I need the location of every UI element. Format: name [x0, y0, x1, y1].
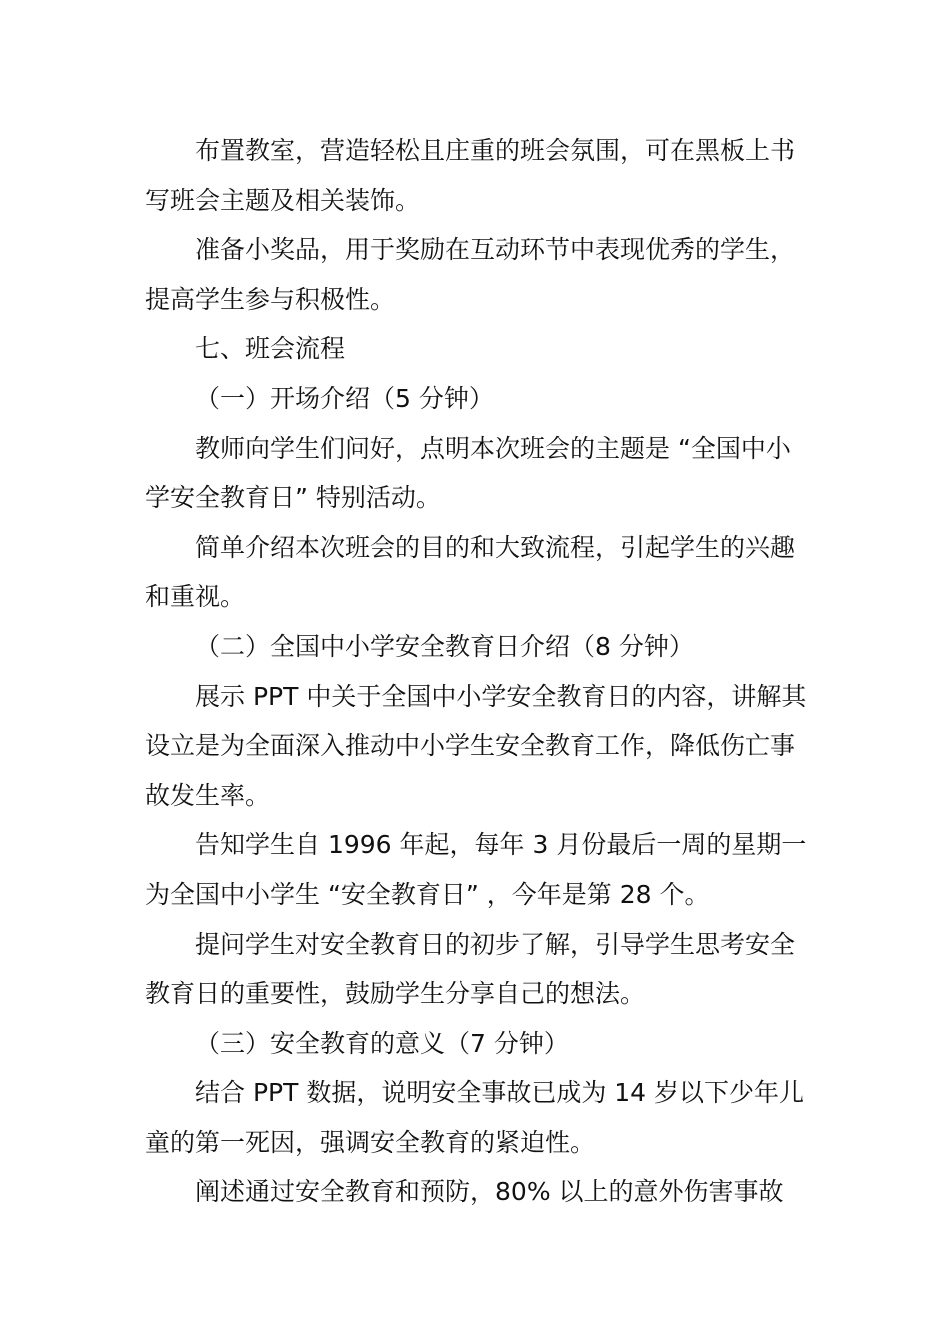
para-ppt-data: 结合 PPT 数据，说明安全事故已成为 14 岁以下少年儿童的第一死因，强调安全教育的紧迫性。 [145, 1078, 805, 1157]
para-show-ppt: 展示 PPT 中关于全国中小学安全教育日的内容，讲解其设立是为全面深入推动中小学生安全教育工作，降低伤亡事故发生率。 [145, 681, 807, 810]
para-decorate-classroom: 布置教室，营造轻松且庄重的班会氛围，可在黑板上书写班会主题及相关装饰。 [145, 136, 796, 215]
heading-safety-day-intro: （二）全国中小学安全教育日介绍（8 分钟） [195, 631, 694, 661]
para-teacher-greeting: 教师向学生们问好，点明本次班会的主题是 “全国中小学安全教育日” 特别活动。 [145, 433, 791, 513]
para-prevention-80: 阐述通过安全教育和预防，80% 以上的意外伤害事故 [195, 1177, 784, 1207]
para-prepare-prizes: 准备小奖品，用于奖励在互动环节中表现优秀的学生，提高学生参与积极性。 [145, 235, 796, 314]
document-body [145, 126, 810, 1217]
para-ask-students: 提问学生对安全教育日的初步了解，引导学生思考安全教育日的重要性，鼓励学生分享自己的想法。 [145, 929, 796, 1009]
para-since-1996: 告知学生自 1996 年起，每年 3 月份最后一周的星期一为全国中小学生 “安全教育日” ，今年是第 28 个。 [145, 830, 807, 909]
heading-opening-intro: （一）开场介绍（5 分钟） [195, 383, 494, 413]
heading-section-7: 七、班会流程 [195, 334, 346, 364]
para-brief-intro: 简单介绍本次班会的目的和大致流程，引起学生的兴趣和重视。 [145, 532, 796, 612]
heading-significance: （三）安全教育的意义（7 分钟） [195, 1028, 569, 1058]
